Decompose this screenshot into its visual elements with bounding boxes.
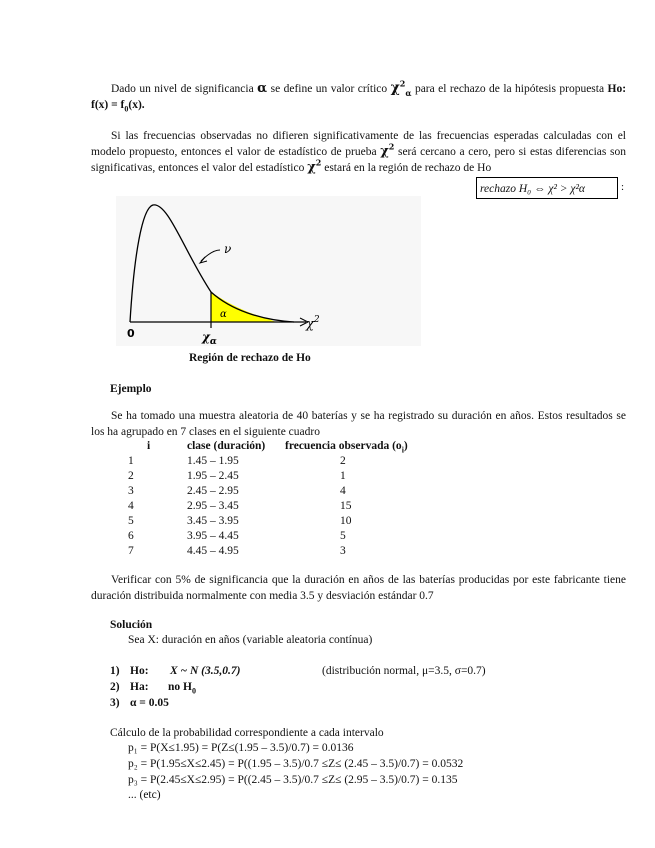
table-row: 7 4.45 – 4.95 3 — [128, 545, 346, 557]
step-2-number: 2) — [110, 681, 120, 693]
step-2-label: Ha: — [130, 681, 149, 693]
table-row: 3 2.45 – 2.95 4 — [128, 485, 346, 497]
probability-p2: p₂ = P(1.95≤X≤2.45) = P((1.95 – 3.5)/0.7 ≤Z≤ (2.45 – 3.5)/0.7) = 0.0532 — [128, 758, 464, 770]
example-heading: Ejemplo — [110, 383, 152, 395]
table-row: 5 3.45 – 3.95 10 — [128, 515, 352, 527]
decision-paragraph: Si las frecuencias observadas no difieren significativamente de las frecuencias esperadas calculadas con el modelo propuesto, entonces el valor de estadístico de prueba $\chi^2$ será cercano a cero, pero si estas diferencias son significativas, entonces el valor del estadístico $\chi^2$ estará en la región de rechazo de Ho — [91, 130, 626, 175]
null-hypothesis: Ho: $f(x) = f_0(x)$. — [91, 83, 627, 114]
step-1-hypothesis: X ~ N (3.5,0.7) — [170, 665, 241, 677]
figure-caption: Región de rechazo de Ho — [189, 352, 311, 364]
etc-note: ... (etc) — [128, 789, 161, 801]
axis-label: $\chi^2$ — [306, 315, 320, 332]
intro-paragraph: Dado un nivel de significancia α se define un valor crítico $\chi^2_\alpha$ para el rechazo de la hipótesis propuesta Ho: $f(x) = f_0(x)$. — [91, 78, 627, 114]
step-1-label: Ho: — [130, 665, 149, 677]
chi-square-symbol: $\chi^2$ — [380, 141, 395, 159]
solution-heading: Solución — [110, 619, 153, 631]
figure-background — [116, 196, 421, 346]
frequency-table — [128, 439, 485, 559]
table-row: 2 1.95 – 2.45 1 — [128, 470, 346, 482]
random-variable-definition: Sea X: duración en años (variable aleatoria contínua) — [128, 634, 373, 646]
chi-square-density-figure — [116, 196, 421, 346]
alpha-label: α — [220, 309, 227, 320]
nu-label: ν — [224, 242, 232, 256]
table-row: 1 1.45 – 1.95 2 — [128, 455, 346, 467]
probability-p3: p₃ = P(2.45≤X≤2.95) = P((2.45 – 3.5)/0.7 ≤Z≤ (2.95 – 3.5)/0.7) = 0.135 — [128, 774, 458, 786]
chi-alpha-symbol: $\chi^2_\alpha$ — [390, 78, 412, 98]
verification-statement: Verificar con 5% de significancia que la duración en años de las baterías producidas por este fabricante tiene duración distribuida normalmente con media 3.5 y desviación estándar 0.7 — [91, 574, 626, 602]
chi-square-symbol: $\chi^2$ — [307, 157, 322, 175]
header-index: i — [147, 440, 151, 452]
header-frequency: frecuencia observada $(o_i)$ — [285, 440, 408, 455]
origin-label: 0 — [127, 327, 135, 340]
example-description: Se ha tomado una muestra aleatoria de 40 baterías y se ha registrado su duración en años. Estos resultados se los ha agrupado en 7 clases en el siguiente cuadro — [91, 410, 626, 438]
alpha-symbol: α — [257, 81, 268, 96]
rule-tail: : — [621, 181, 625, 193]
critical-value-label: $\chi_\alpha$ — [202, 330, 217, 346]
step-2-hypothesis: no $H_0$ — [168, 681, 196, 696]
step-3-number: 3) — [110, 697, 120, 709]
step-3-significance: α = 0.05 — [130, 697, 169, 709]
table-row: 6 3.95 – 4.45 5 — [128, 530, 346, 542]
table-header-row — [128, 439, 485, 454]
calculation-title: Cálculo de la probabilidad correspondiente a cada intervalo — [110, 727, 384, 739]
table-row: 4 2.95 – 3.45 15 — [128, 500, 352, 512]
rejection-rule-box: rechazo H₀ ⇔ χ² > χ²α — [476, 177, 618, 199]
probability-p1: p₁ = P(X≤1.95) = P(Z≤(1.95 – 3.5)/0.7) = 0.0136 — [128, 742, 354, 754]
header-class: clase (duración) — [187, 440, 266, 452]
step-1-number: 1) — [110, 665, 120, 677]
step-1-note: (distribución normal, μ=3.5, σ=0.7) — [322, 665, 486, 677]
